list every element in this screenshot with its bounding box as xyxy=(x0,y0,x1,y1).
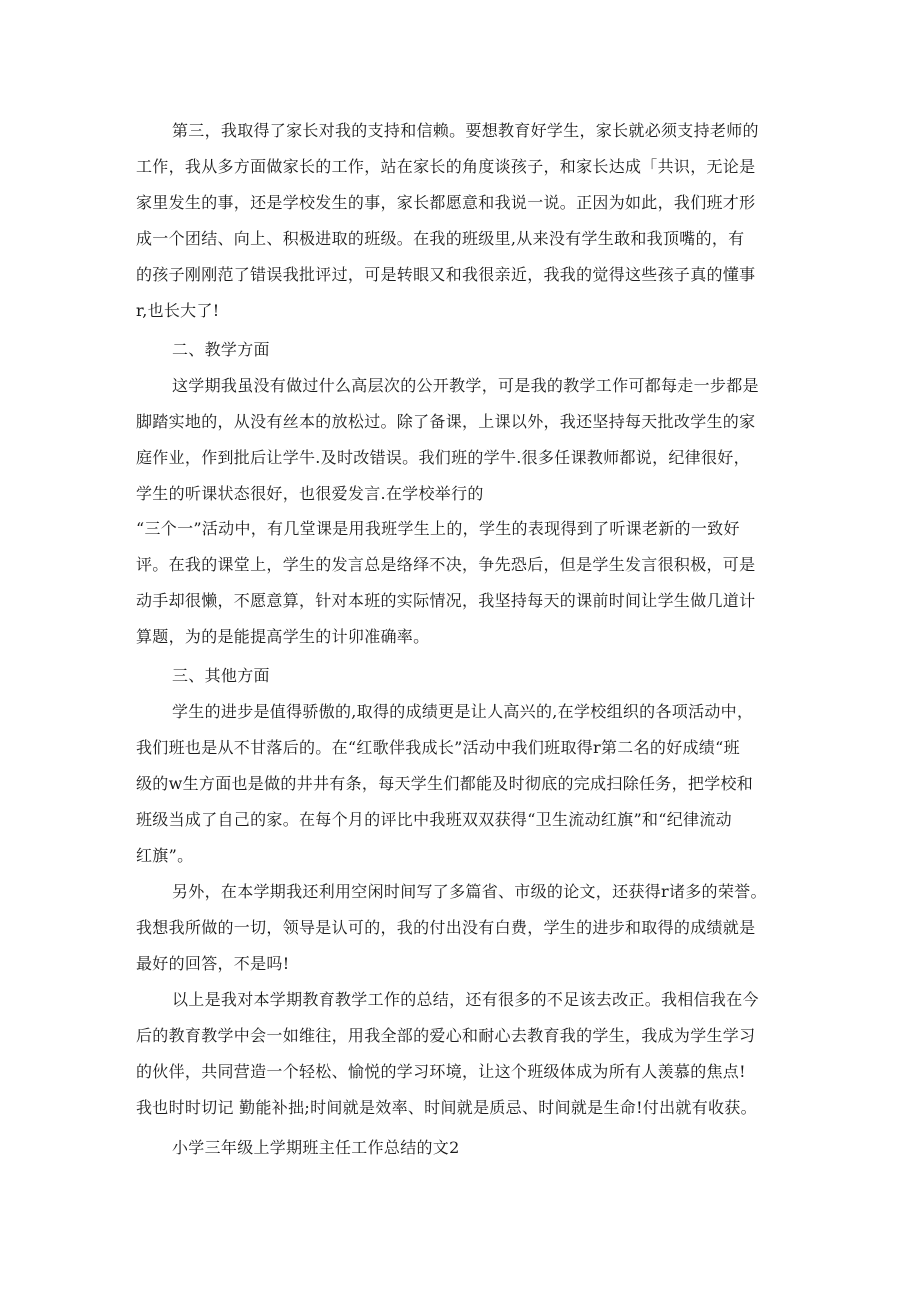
paragraph-line: 成一个团结、向上、积极进取的班级。在我的班级里,从来没有学生敢和我顶嘴的，有 xyxy=(136,229,745,248)
paragraph-line: “三个一”活动中，有几堂课是用我班学生上的，学生的表现得到了听课老新的一致好 xyxy=(136,519,740,538)
paragraph-line: 我也时时切记 勤能补拙;时间就是效率、时间就是质忌、时间就是生命!付出就有收获。 xyxy=(136,1098,757,1117)
paragraph-line: 红旗”。 xyxy=(136,846,194,865)
paragraph-line: 庭作业，作到批后让学牛.及时改错误。我们班的学牛.很多任课教师都说，纪律很好， xyxy=(136,448,750,467)
paragraph-line: 以上是我对本学期教育教学工作的总结，还有很多的不足该去改正。我相信我在今 xyxy=(172,990,759,1009)
paragraph-line: 另外，在本学期我还利用空闲时间写了多篇省、市级的论文，还获得r诸多的荣誉。 xyxy=(172,882,767,901)
paragraph-line: 学生的进步是值得骄傲的,取得的成绩更是让人高兴的,在学校组织的各项活动中， xyxy=(172,702,754,721)
paragraph-line: 最好的回答，不是吗! xyxy=(136,954,290,973)
paragraph-line: 我们班也是从不甘落后的。在“红歌伴我成长”活动中我们班取得r第二名的好成绩“班 xyxy=(136,738,740,757)
section-heading-teaching: 二、教学方面 xyxy=(172,340,270,359)
paragraph-line: 这学期我虽没有做过什么高层次的公开教学，可是我的教学工作可都每走一步都是 xyxy=(172,376,759,395)
paragraph-line: 班级当成了自己的家。在每个月的评比中我班双双获得“卫生流动红旗”和“纪律流动 xyxy=(136,810,732,829)
paragraph-line: 学生的听课状态很好，也很爱发言.在学校举行的 xyxy=(136,484,484,503)
paragraph-line: 动手却很懒，不愿意算，针对本班的实际情况，我坚持每天的课前时间让学生做几道计 xyxy=(136,591,756,610)
paragraph-line: 第三，我取得了家长对我的支持和信赖。要想教育好学生，家长就必须支持老师的 xyxy=(172,121,759,140)
next-section-title: 小学三年级上学期班主任工作总结的文2 xyxy=(172,1138,460,1157)
paragraph-line: 脚踏实地的，从没有丝本的放松过。除了备课，上课以外，我还坚持每天批改学生的家 xyxy=(136,412,756,431)
paragraph-line: 算题，为的是能提高学生的计卯准确率。 xyxy=(136,627,430,646)
paragraph-line: 家里发生的事，还是学校发生的事，家长都愿意和我说一说。正因为如此，我们班才形 xyxy=(136,193,756,212)
paragraph-line: 的伙伴，共同营造一个轻松、愉悦的学习环境，让这个班级体成为所有人羡慕的焦点! xyxy=(136,1062,746,1081)
paragraph-line: 工作，我从多方面做家长的工作，站在家长的角度谈孩子，和家长达成「共识，无论是 xyxy=(136,157,756,176)
paragraph-line: 评。在我的课堂上，学生的发言总是络绎不决，争先恐后，但是学生发言很积极，可是 xyxy=(136,555,756,574)
section-heading-other: 三、其他方面 xyxy=(172,666,270,685)
paragraph-line: 后的教育教学中会一如维往，用我全部的爱心和耐心去教育我的学生，我成为学生学习 xyxy=(136,1026,756,1045)
paragraph-line: 我想我所做的一切，领导是认可的，我的付出没有白费，学生的进步和取得的成绩就是 xyxy=(136,918,756,937)
paragraph-line: 的孩子刚刚范了错误我批评过，可是转眼又和我很亲近，我我的觉得这些孩子真的懂事 xyxy=(136,265,756,284)
paragraph-line: r,也长大了! xyxy=(136,301,220,320)
paragraph-line: 级的w生方面也是做的井井有条，每天学生们都能及时彻底的完成扫除任务，把学校和 xyxy=(136,774,754,793)
